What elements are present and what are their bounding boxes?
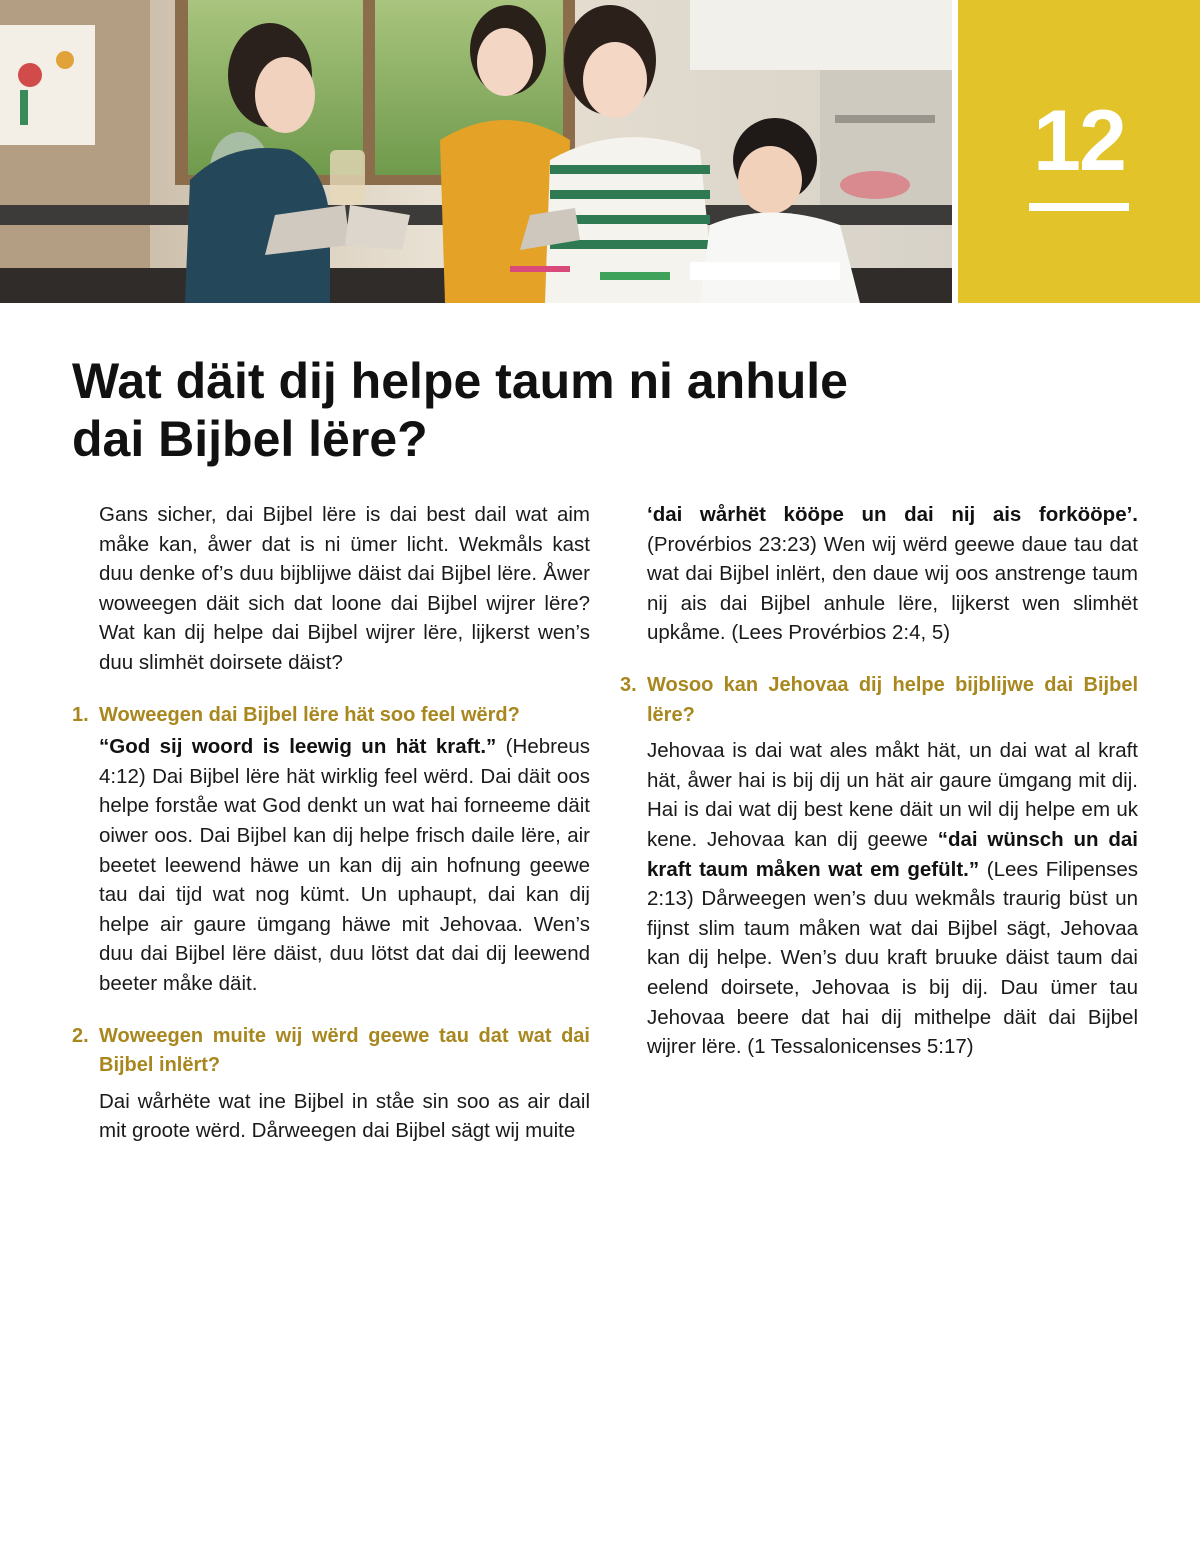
answer-1 [72, 732, 590, 998]
lesson-number-box [958, 0, 1200, 303]
question-2-text: Woweegen muite wij wërd geewe tau dat wat dai Bijbel inlërt? [99, 1024, 590, 1077]
intro-paragraph: Gans sicher, dai Bijbel lëre is dai best dail wat aim måke kan, åwer dat is ni ümer licht. Wekmåls kast duu denke of’s duu bijblijwe däist dai Bijbel lëre. Åwer woweegen däit sich dat loone dai Bijbel wijrer lëre? Wat kan dij helpe dai Bijbel wijrer lëre, lijkerst wen’s duu slimhët doirsete däist? [99, 503, 590, 674]
question-1-number: 1. [72, 703, 89, 726]
answer-2-text-a: Dai wårhëte wat ine Bijbel in ståe sin soo as air dail mit groote wërd. Dårweegen dai Bijbel sägt wij muite [99, 1089, 590, 1143]
answer-1-quote: “God sij woord is leewig un hät kraft.” [99, 735, 497, 759]
lesson-number: 12 [1033, 93, 1125, 189]
question-3-text: Wosoo kan Jehovaa dij helpe bijblijwe dai Bijbel lëre? [647, 673, 1138, 726]
answer-3-text-b: (Lees Filipenses 2:13) Dårweegen wen’s duu wekmåls traurig büst un fijnst slim taum måken wat dai Bijbel sägt, Jehovaa kan dij helpe. Wen’s duu kraft bruuke däist taum dai eelend doirsete, Jehovaa is bij dij. Dau ümer tau Jehovaa beere dat hai dij mithelpe däit dai Bijbel wijrer lëre. (1 Tessalonicenses 5:17) [647, 857, 1138, 1059]
answer-1-text: (Hebreus 4:12) Dai Bijbel lëre hät wirklig feel wërd. Dai däit oos helpe forståe wat God denkt un wat hai forneeme däit oiwer oos. Dai Bijbel kan dij helpe frisch daile lëre, air beetet leewend häwe un kan dij ain hofnung geewe tau dai tijd wat nog kümt. Un uphaupt, dai kan dij helpe air gaure ümgang häwe mit Jehovaa. Wen’s duu dai Bijbel lëre däist, duu lötst dat dai dij leewend beeter måke däit. [99, 735, 590, 995]
question-2-number: 2. [72, 1024, 89, 1047]
right-column [620, 500, 1138, 1062]
answer-2-continued [620, 500, 1138, 648]
page-title: Wat däit dij helpe taum ni anhule dai Bijbel lëre? [72, 353, 848, 467]
question-3-number: 3. [620, 673, 637, 696]
question-2 [72, 1022, 590, 1081]
left-column [72, 500, 590, 1146]
answer-3 [620, 736, 1138, 1062]
question-3 [620, 671, 1138, 730]
answer-3-text-a: Jehovaa is dai wat ales måkt hät, un dai wat al kraft hät, åwer hai is bij dij un hät air gaure ümgang mit dij. Hai is dai wat dij best kene däit un wil dij helpe em uk kene. Jehovaa kan dij geewe [647, 739, 1138, 851]
lesson-number-underline [1029, 203, 1129, 211]
header-photo [0, 0, 952, 303]
question-1 [72, 701, 590, 731]
question-1-text: Woweegen dai Bijbel lëre hät soo feel wërd? [99, 703, 520, 726]
answer-3-quote: “dai wünsch un dai kraft taum måken wat em gefült.” [647, 827, 1138, 881]
answer-2-quote: ‘dai wårhët kööpe un dai nij ais forkööpe’. [647, 503, 1138, 526]
answer-2-text-b: (Provérbios 23:23) Wen wij wërd geewe daue tau dat wat dai Bijbel inlërt, den daue wij oos anstrenge taum nij ais dai Bijbel anhule lëre, lijkerst wen slimhët upkåme. (Lees Provérbios 2:4, 5) [647, 532, 1138, 645]
answer-2 [72, 1087, 590, 1146]
